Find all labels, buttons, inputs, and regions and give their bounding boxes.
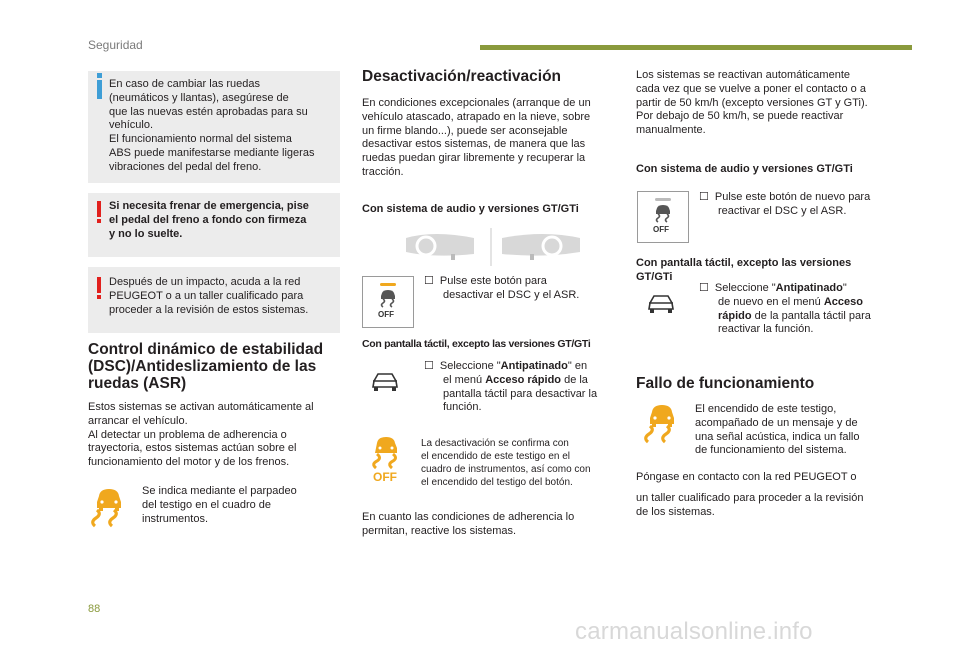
- text-line: el encendido de este testigo en el: [421, 451, 570, 462]
- subheading-audio-3: Con sistema de audio y versiones GT/GTi: [636, 163, 853, 175]
- text-line: un firme blando...), puede ser aconsejable: [362, 124, 568, 137]
- warning-text-1: [109, 200, 337, 241]
- text-line: [699, 310, 899, 324]
- text-line: ABS puede manifestarse mediante ligeras: [109, 146, 315, 159]
- fault-warning-lamp-icon: [643, 402, 681, 444]
- text-line: partir de 50 km/h (excepto versiones GT y GTi).: [636, 96, 868, 109]
- text-line: un taller cualificado para proceder a la revisión: [636, 491, 864, 504]
- title-line: ruedas (ASR): [88, 375, 187, 392]
- bullet-icon: ☐: [424, 275, 434, 287]
- text-line: Por debajo de 50 km/h, se puede reactivar: [636, 110, 844, 123]
- button-text: [424, 275, 624, 303]
- text-line: de funcionamiento del sistema.: [695, 444, 847, 457]
- section-title-dsc: [88, 341, 348, 392]
- text-line: desactivar estos sistemas, de manera que las: [362, 138, 586, 151]
- text-line: En caso de cambiar las ruedas: [109, 78, 261, 90]
- text-span: Seleccione ": [439, 360, 501, 372]
- info-icon: [97, 80, 102, 99]
- text-span: rápido: [718, 309, 752, 322]
- text-line: reactivar la función.: [718, 323, 814, 336]
- text-span: Antipatinado: [500, 360, 568, 372]
- text-line: manualmente.: [636, 124, 706, 137]
- text-line: vehículo atascado, atrapado en la nieve, sobre: [362, 110, 591, 123]
- warning-icon: [97, 201, 101, 217]
- text-span: ": [842, 282, 847, 294]
- dsc-body: [88, 401, 348, 470]
- text-line: pantalla táctil para desactivar la: [443, 387, 598, 400]
- text-line: desactivar el DSC y el ASR.: [443, 288, 580, 301]
- text-line: de los sistemas.: [636, 505, 715, 518]
- text-line: el encendido del testigo del botón.: [421, 477, 573, 488]
- warning-icon: [97, 277, 101, 293]
- text-line: tracción.: [362, 165, 404, 178]
- text-line: El funcionamiento normal del sistema: [109, 133, 292, 146]
- text-line: una señal acústica, indica un fallo: [695, 430, 860, 443]
- text-line: que las nuevas estén aprobadas para su: [109, 105, 308, 118]
- section-title-fault: Fallo de funcionamiento: [636, 375, 815, 392]
- text-span: Acceso rápido: [485, 373, 562, 386]
- text-span: de la pantalla táctil para: [751, 309, 871, 322]
- text-line: En condiciones excepcionales (arranque de un: [362, 97, 591, 109]
- deactivation-body: [362, 97, 622, 180]
- contact-text: [636, 471, 906, 519]
- car-outline-icon: [646, 294, 676, 316]
- text-line: Si necesita frenar de emergencia, pise: [109, 200, 309, 212]
- bullet-icon: ☐: [424, 360, 434, 372]
- text-line: En cuanto las condiciones de adherencia lo: [362, 511, 575, 523]
- subheading-audio: Con sistema de audio y versiones GT/GTi: [362, 203, 579, 215]
- text-line: [699, 282, 899, 296]
- text-span: Acceso: [823, 295, 863, 308]
- text-line: [424, 374, 624, 388]
- reactivate-note: [362, 511, 622, 539]
- watermark: carmanualsonline.info: [575, 618, 813, 645]
- text-line: Póngase en contacto con la red PEUGEOT o: [636, 471, 857, 483]
- text-line: Los sistemas se reactivan automáticamente: [636, 69, 850, 81]
- text-line: cuadro de instrumentos, así como con: [421, 464, 591, 475]
- page-number: 88: [88, 603, 101, 615]
- fault-text: [695, 403, 905, 458]
- title-line: Control dinámico de estabilidad: [88, 341, 324, 358]
- text-line: instrumentos.: [142, 512, 209, 525]
- dsc-off-label: OFF: [378, 310, 394, 319]
- text-line: El encendido de este testigo,: [695, 403, 837, 415]
- text-line: La desactivación se confirma con: [421, 438, 569, 449]
- touch-text-3: [699, 282, 899, 337]
- text-line: función.: [443, 401, 482, 414]
- text-line: arrancar el vehículo.: [88, 414, 188, 427]
- text-line: funcionamiento del motor y de los frenos.: [88, 456, 290, 469]
- off-confirm-text: [421, 437, 621, 489]
- text-line: trayectoria, estos sistemas actúan sobre el: [88, 442, 297, 455]
- text-line: GT/GTi: [636, 270, 673, 283]
- text-span: de la: [561, 373, 588, 386]
- text-line: del testigo en el cuadro de: [142, 498, 272, 511]
- text-line: reactivar el DSC y el ASR.: [718, 204, 847, 217]
- section-header: Seguridad: [88, 38, 143, 52]
- text-line: vehículo.: [109, 119, 154, 132]
- text-span: Antipatinado: [775, 282, 843, 294]
- text-line: Con pantalla táctil, excepto las versiones: [636, 257, 852, 269]
- text-line: proceder a la revisión de estos sistemas.: [109, 303, 309, 316]
- text-line: Después de un impacto, acuda a la red: [109, 276, 301, 288]
- button-text-3: [699, 191, 899, 219]
- text-span: Pulse este botón de nuevo para: [714, 191, 871, 203]
- bullet-icon: ☐: [699, 282, 709, 294]
- text-span: Seleccione ": [714, 282, 776, 294]
- text-line: Al detectar un problema de adherencia o: [88, 428, 287, 441]
- text-span: de nuevo en el menú: [718, 295, 824, 308]
- text-line: [699, 296, 899, 310]
- text-line: Estos sistemas se activan automáticamente al: [88, 401, 314, 413]
- dsc-warning-lamp-icon: [90, 486, 128, 528]
- text-line: [424, 360, 624, 374]
- text-line: cada vez que se vuelve a poner el contacto o a: [636, 82, 866, 95]
- text-line: Se indica mediante el parpadeo: [142, 485, 297, 497]
- text-line: vibraciones del pedal del freno.: [109, 160, 262, 173]
- bullet-icon: ☐: [699, 191, 709, 203]
- off-lamp-label: OFF: [373, 470, 397, 484]
- text-line: [424, 275, 624, 289]
- dashboard-illustration: [404, 228, 584, 266]
- header-bar: [480, 45, 912, 50]
- section-title-deactivation: Desactivación/reactivación: [362, 68, 562, 85]
- warning-text-2: [109, 276, 339, 317]
- reactivation-body: [636, 69, 906, 138]
- text-span: el menú: [443, 373, 486, 386]
- car-outline-icon: [370, 372, 400, 394]
- dsc-button-off-label: OFF: [653, 225, 669, 234]
- touch-text: [424, 360, 624, 415]
- subheading-touch: Con pantalla táctil, excepto las versiones GT/GTi: [362, 338, 591, 350]
- text-line: permitan, reactive los sistemas.: [362, 524, 517, 537]
- text-line: el pedal del freno a fondo con firmeza: [109, 213, 307, 226]
- text-line: y no lo suelte.: [109, 227, 183, 240]
- text-line: [699, 191, 899, 205]
- text-line: PEUGEOT o a un taller cualificado para: [109, 289, 304, 302]
- subheading-touch-3: [636, 257, 896, 284]
- title-line: (DSC)/Antideslizamiento de las: [88, 358, 317, 375]
- text-line: ruedas puedan girar libremente y recuperar la: [362, 152, 586, 165]
- lamp-text: [142, 485, 342, 526]
- text-line: acompañado de un mensaje y de: [695, 416, 858, 429]
- text-span: " en: [567, 360, 588, 372]
- info-note: [109, 78, 337, 175]
- text-span: Pulse este botón para: [439, 275, 547, 287]
- text-line: (neumáticos y llantas), asegúrese de: [109, 91, 289, 104]
